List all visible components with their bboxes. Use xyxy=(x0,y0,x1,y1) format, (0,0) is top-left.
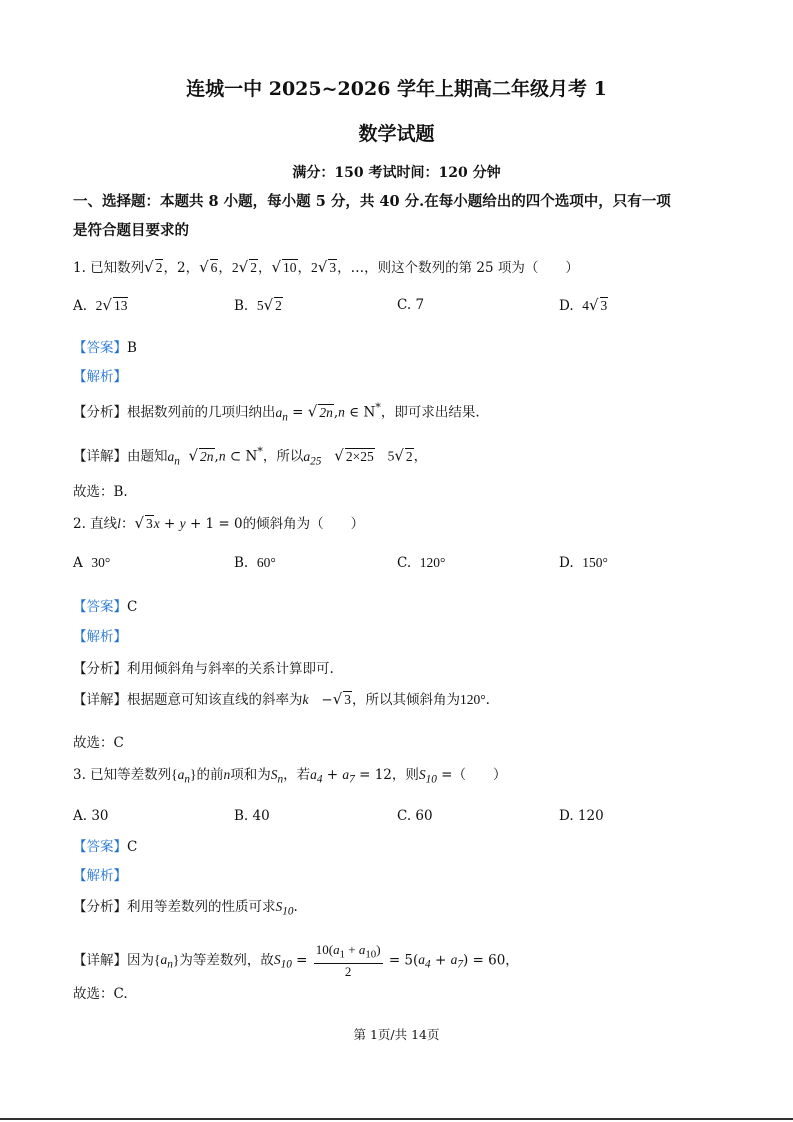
subject-title: 数学试题 xyxy=(358,123,435,145)
section-heading-line1: 一、选择题：本题共 8 小题，每小题 5 分，共 40 分.在每小题给出的四个选项中，只有一项 xyxy=(73,193,671,210)
q2-explain-label: 【解析】 xyxy=(73,629,127,645)
q3-option-b: B. 40 xyxy=(234,808,270,824)
section-heading-line2: 是符合题目要求的 xyxy=(73,222,189,239)
q2-analysis: 【分析】利用倾斜角与斜率的关系计算即可. xyxy=(73,661,334,677)
question-3: 3. 已知等差数列$\{a_n\}$的前n项和为$S_n$，若$a_4 + a_7 = 12$，则$S_{10}$ =（ ） xyxy=(73,767,507,786)
q3-explain-label: 【解析】 xyxy=(73,868,127,884)
q3-analysis: 【分析】利用等差数列的性质可求$S_{10}$. xyxy=(73,899,298,918)
q1-explain-label: 【解析】 xyxy=(73,369,127,385)
question-1: 1. 已知数列√ 2，2，√ 6，2√ 2，√ 10，2√ 3，…，则这个数列的第 25 项为（ ） xyxy=(73,258,579,276)
page-number: 第 1页/共 14页 xyxy=(353,1027,440,1042)
q3-option-c: C. 60 xyxy=(397,808,433,824)
q2-conclusion: 故选：C xyxy=(73,735,124,751)
exam-info: 满分：150 考试时间：120 分钟 xyxy=(292,165,501,181)
q1-analysis: 【分析】根据数列前的几项归纳出$a_n$ = √ 2n,n ∈ N*，即可求出结果. xyxy=(73,401,480,424)
q2-option-a: A 30° xyxy=(73,555,111,571)
q1-detail: 【详解】由题知$a_n$ √ 2n,n ⊂ N*，所以$a_{25}$ √ 2×25 5√ 2， xyxy=(73,445,428,468)
q2-option-c: C. 120° xyxy=(397,555,446,571)
question-2: 2. 直线l：√ 3x + y + 1 = 0的倾斜角为（ ） xyxy=(73,514,365,532)
q2-answer: 【答案】C xyxy=(73,599,138,615)
q2-option-d: D. 150° xyxy=(559,555,608,571)
q1-option-b: B. 5√ 2 xyxy=(234,296,282,314)
q1-option-d: D. 4√ 3 xyxy=(559,296,608,314)
q1-option-a: A. 2√ 13 xyxy=(73,296,128,314)
q3-conclusion: 故选：C. xyxy=(73,986,128,1002)
q2-detail: 【详解】根据题意可知该直线的斜率为k −√ 3，所以其倾斜角为120°. xyxy=(73,690,490,708)
q3-option-a: A. 30 xyxy=(73,808,109,824)
q1-conclusion: 故选：B. xyxy=(73,484,128,500)
q3-answer: 【答案】C xyxy=(73,839,138,855)
q3-option-d: D. 120 xyxy=(559,808,604,824)
q3-detail: 【详解】因为$\{a_n\}$为等差数列，故$S_{10}$ = $\frac{10(a_1 + a_{10})}{2}$ = $5(a_4 + a_7) = 60$， xyxy=(73,942,519,979)
exam-title: 连城一中 2025~2026 学年上期高二年级月考 1 xyxy=(186,78,607,100)
q2-option-b: B. 60° xyxy=(234,555,276,571)
bottom-divider xyxy=(0,1118,793,1120)
q1-answer: 【答案】B xyxy=(73,340,137,356)
q1-option-c: C. 7 xyxy=(397,297,425,313)
